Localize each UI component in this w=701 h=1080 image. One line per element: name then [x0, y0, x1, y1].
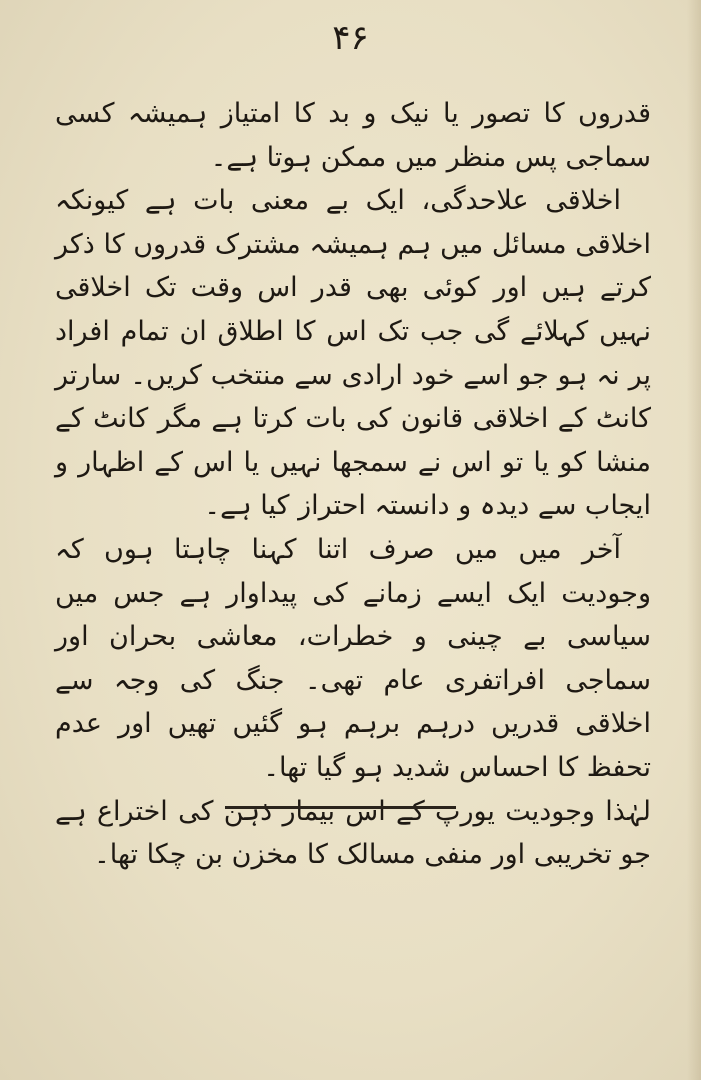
page-edge-shadow [687, 0, 701, 1080]
paragraph-2: اخلاقی علاحدگی، ایک بے معنی بات ہے کیونکہ اخلاقی مسائل میں ہم ہمیشہ مشترک قدروں کا ذکر کرتے ہیں اور کوئی بھی قدر اس وقت تک اخلاقی نہیں کہلائے گی جب تک اس کا اطلاق ان تمام افراد پر نہ ہو جو اسے خود ارادی سے منتخب کریں۔ سارتر کانٹ کے اخلاقی قانون کی بات کرتا ہے مگر کانٹ کے منشا کو یا تو اس نے سمجھا نہیں یا اس کے اظہار و ایجاب سے دیدہ و دانستہ احتراز کیا ہے۔ [55, 185, 651, 522]
page-number: ۴۶ [332, 18, 369, 58]
body-text [55, 92, 651, 877]
paragraph-4: لہٰذا وجودیت یورپ کے اس بیمار ذہن کی اختراع ہے جو تخریبی اور منفی مسالک کا مخزن بن چکا تھا۔ [55, 795, 651, 871]
paragraph-3: آخر میں میں صرف اتنا کہنا چاہتا ہوں کہ وجودیت ایک ایسے زمانے کی پیداوار ہے جس میں سیاسی بے چینی و خطرات، معاشی بحران اور سماجی افراتفری عام تھی۔ جنگ کی وجہ سے اخلاقی قدریں درہم برہم ہو گئیں تھیں اور عدم تحفظ کا احساس شدید ہو گیا تھا۔ [55, 533, 651, 783]
paragraph-1: قدروں کا تصور یا نیک و بد کا امتیاز ہمیشہ کسی سماجی پس منظر میں ممکن ہوتا ہے۔ [55, 98, 651, 173]
section-divider-line [225, 806, 456, 809]
